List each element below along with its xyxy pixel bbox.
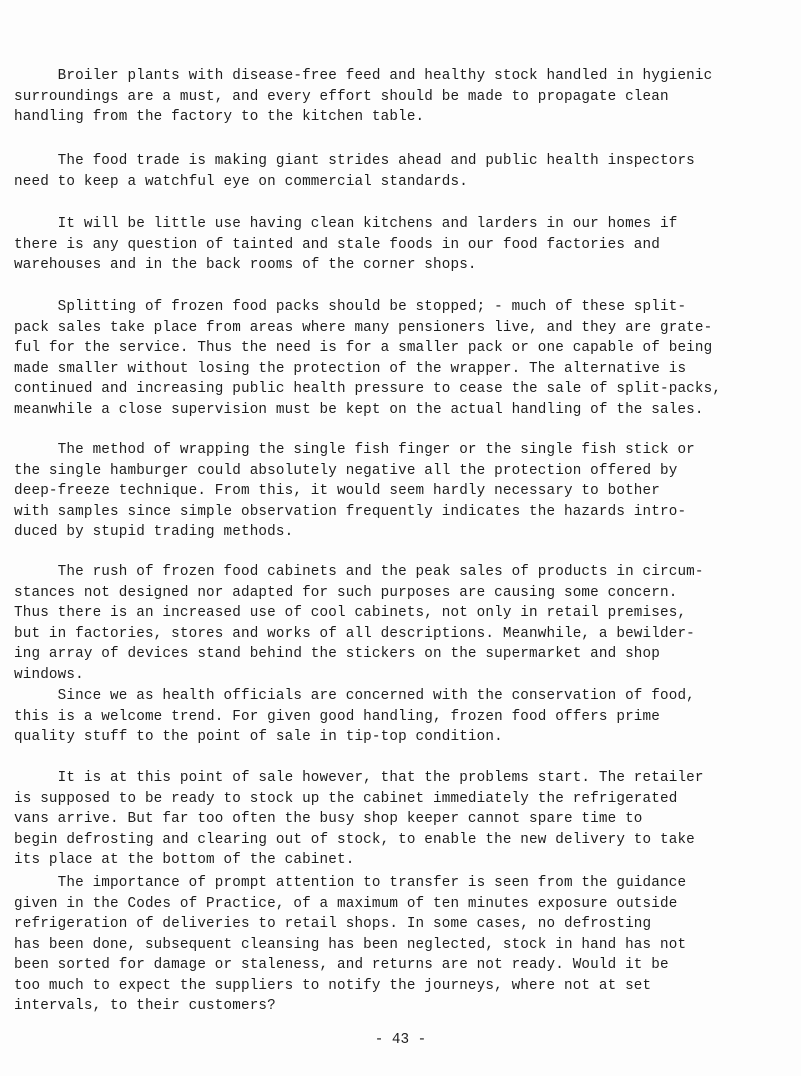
paragraph-broiler-plants: [14, 66, 794, 128]
text-line: pack sales take place from areas where many pensioners live, and they are grate-: [14, 319, 713, 336]
text-line: stances not designed nor adapted for such purposes are causing some concern.: [14, 584, 678, 601]
paragraph-prompt-attention: [14, 873, 794, 1017]
text-line: The rush of frozen food cabinets and the peak sales of products in circum-: [14, 564, 704, 580]
text-line: continued and increasing public health pressure to cease the sale of split-packs,: [14, 381, 722, 397]
text-line: The method of wrapping the single fish finger or the single fish stick or: [14, 442, 695, 458]
text-line: The food trade is making giant strides ahead and public health inspectors: [14, 153, 695, 169]
paragraph-frozen-food-cabinets: [14, 562, 794, 685]
text-line: Thus there is an increased use of cool cabinets, not only in retail premises,: [14, 605, 687, 621]
text-line: given in the Codes of Practice, of a maximum of ten minutes exposure outside: [14, 895, 678, 912]
text-line: handling from the factory to the kitchen table.: [14, 109, 425, 125]
text-line: begin defrosting and clearing out of stock, to enable the new delivery to take: [14, 831, 695, 848]
paragraph-food-trade: [14, 151, 794, 192]
text-line: its place at the bottom of the cabinet.: [14, 852, 355, 868]
text-line: ful for the service. Thus the need is for a smaller pack or one capable of being: [14, 340, 713, 356]
page-number: - 43 -: [374, 1032, 427, 1048]
text-line: Splitting of frozen food packs should be stopped; - much of these split-: [14, 299, 687, 315]
text-line: refrigeration of deliveries to retail shops. In some cases, no defrosting: [14, 916, 652, 932]
text-line: too much to expect the suppliers to notify the journeys, where not at set: [14, 977, 652, 994]
text-line: the single hamburger could absolutely negative all the protection offered by: [14, 462, 678, 479]
paragraph-clean-kitchens: [14, 214, 794, 276]
text-line: this is a welcome trend. For given good handling, frozen food offers prime: [14, 708, 660, 725]
text-line: there is any question of tainted and stale foods in our food factories and: [14, 236, 660, 253]
text-line: made smaller without losing the protection of the wrapper. The alternative is: [14, 360, 687, 377]
text-line: windows.: [14, 666, 84, 683]
text-line: ing array of devices stand behind the stickers on the supermarket and shop: [14, 646, 660, 662]
text-line: with samples since simple observation frequently indicates the hazards intro-: [14, 503, 687, 520]
text-line: been sorted for damage or staleness, and returns are not ready. Would it be: [14, 957, 669, 973]
text-line: It is at this point of sale however, that the problems start. The retailer: [14, 770, 704, 786]
text-line: deep-freeze technique. From this, it would seem hardly necessary to bother: [14, 483, 660, 499]
text-line: Since we as health officials are concerned with the conservation of food,: [14, 688, 695, 704]
text-line: It will be little use having clean kitchens and larders in our homes if: [14, 216, 678, 232]
text-line: has been done, subsequent cleansing has been neglected, stock in hand has not: [14, 936, 687, 953]
text-line: The importance of prompt attention to transfer is seen from the guidance: [14, 875, 687, 891]
text-line: but in factories, stores and works of all descriptions. Meanwhile, a bewilder-: [14, 625, 695, 642]
text-line: quality stuff to the point of sale in tip-top condition.: [14, 729, 503, 745]
paragraph-point-of-sale: [14, 768, 794, 871]
paragraph-wrapping-method: [14, 440, 794, 543]
paragraph-health-officials: [14, 686, 794, 748]
paragraph-splitting-packs: [14, 297, 794, 420]
text-line: duced by stupid trading methods.: [14, 524, 294, 540]
text-line: is supposed to be ready to stock up the cabinet immediately the refrigerated: [14, 790, 678, 807]
text-line: surroundings are a must, and every effort should be made to propagate clean: [14, 88, 669, 105]
text-line: Broiler plants with disease-free feed and healthy stock handled in hygienic: [14, 68, 713, 84]
text-line: intervals, to their customers?: [14, 998, 276, 1014]
text-line: meanwhile a close supervision must be kept on the actual handling of the sales.: [14, 401, 704, 418]
text-line: vans arrive. But far too often the busy shop keeper cannot spare time to: [14, 811, 643, 827]
text-line: warehouses and in the back rooms of the corner shops.: [14, 257, 477, 273]
text-line: need to keep a watchful eye on commercial standards.: [14, 173, 468, 190]
